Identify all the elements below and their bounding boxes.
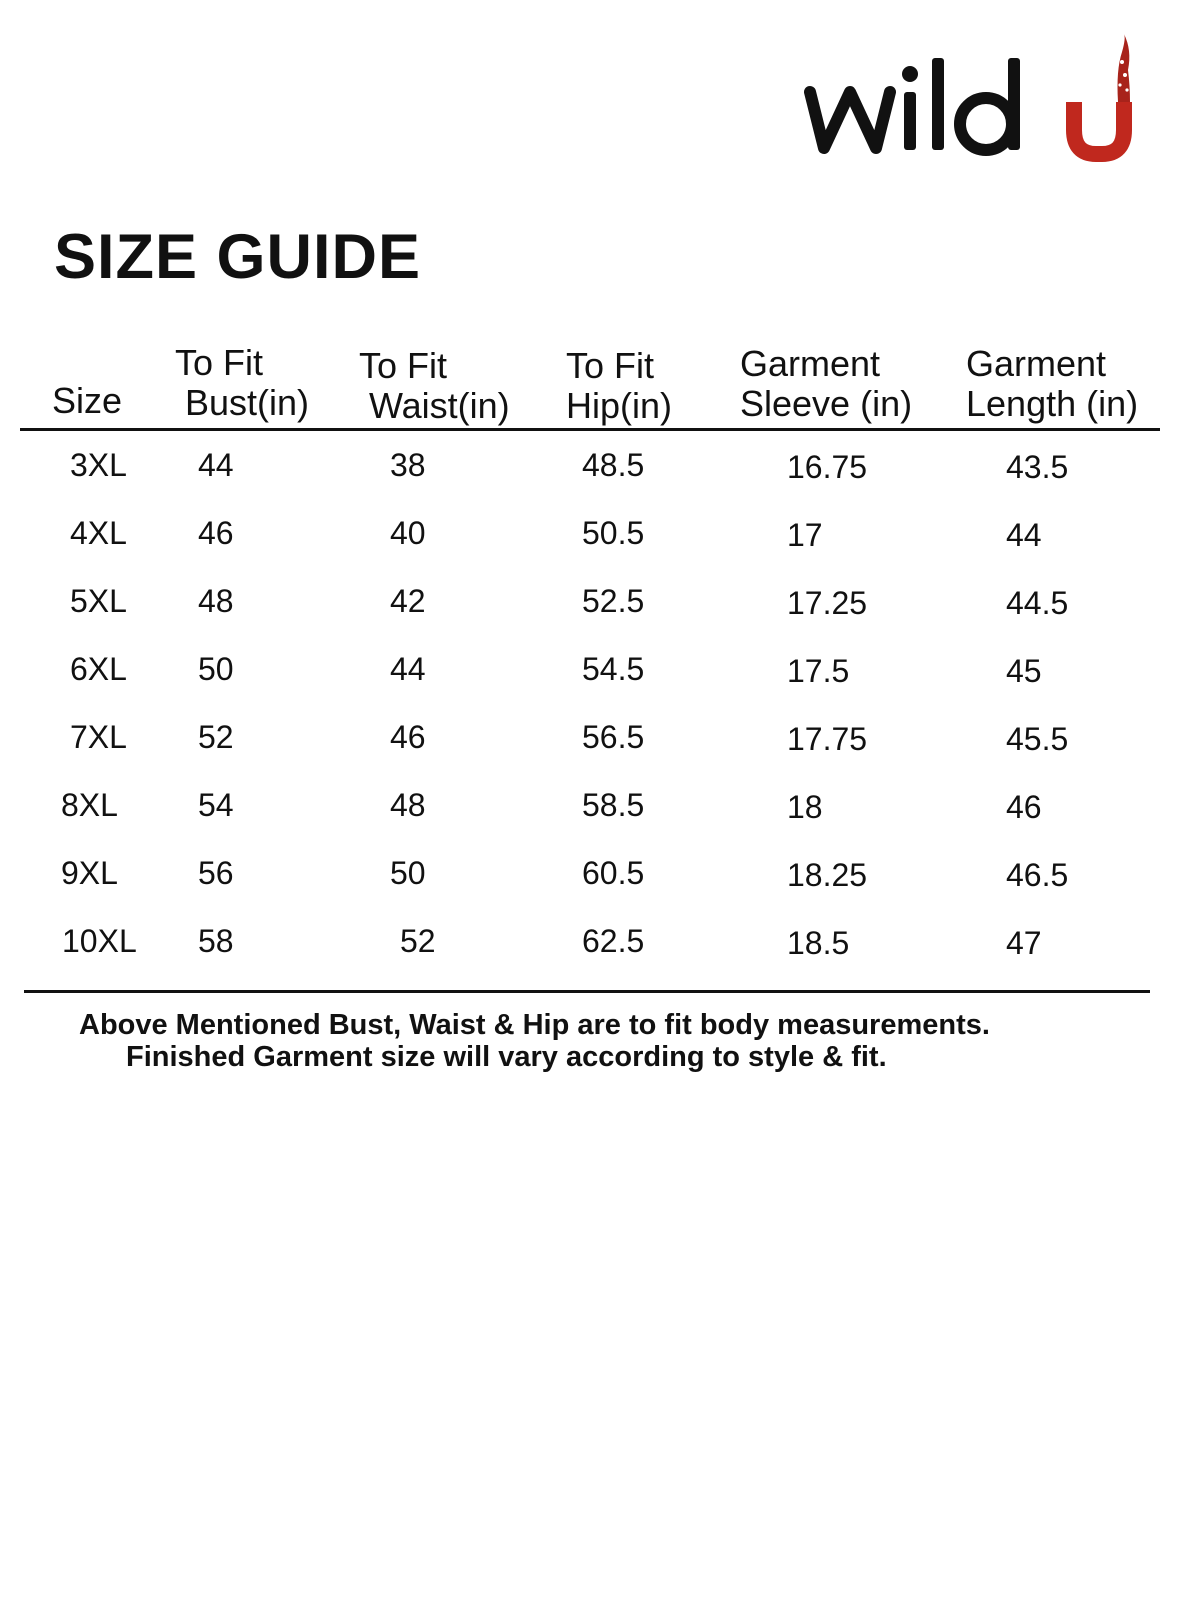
cell-length: 45 [1006,653,1042,689]
cell-hip: 62.5 [582,923,645,959]
cell-sleeve: 18 [787,789,823,825]
footnote-line-2: Finished Garment size will vary according to style & fit. [126,1041,887,1073]
cell-length: 43.5 [1006,449,1069,485]
header-hip: To Fit Hip(in) [566,345,673,426]
cell-waist: 44 [390,651,426,687]
cell-size: 3XL [70,447,127,483]
cell-bust: 50 [198,651,234,687]
cell-bust: 58 [198,923,234,959]
cell-hip: 54.5 [582,651,645,687]
cell-sleeve: 18.25 [787,857,868,893]
cell-size: 8XL [61,787,118,823]
cell-waist: 40 [390,515,426,551]
cell-length: 47 [1006,925,1042,961]
cell-bust: 56 [198,855,234,891]
cell-hip: 58.5 [582,787,645,823]
cell-size: 6XL [70,651,127,687]
cell-waist: 42 [390,583,426,619]
cell-size: 9XL [61,855,118,891]
cell-hip: 48.5 [582,447,645,483]
cell-bust: 52 [198,719,234,755]
footer-divider [24,990,1150,993]
cell-hip: 60.5 [582,855,645,891]
cell-sleeve: 17.75 [787,721,868,757]
page-title: SIZE GUIDE [54,222,422,292]
cell-size: 7XL [70,719,127,755]
cell-sleeve: 16.75 [787,449,868,485]
cell-size: 5XL [70,583,127,619]
cell-size: 4XL [70,515,127,551]
cell-bust: 44 [198,447,234,483]
cell-bust: 54 [198,787,234,823]
cell-bust: 46 [198,515,234,551]
cell-sleeve: 17 [787,517,823,553]
cell-length: 46.5 [1006,857,1069,893]
header-length: Garment Length (in) [966,343,1139,424]
cell-waist: 48 [390,787,426,823]
cell-hip: 56.5 [582,719,645,755]
header-waist: To Fit Waist(in) [359,345,510,426]
cell-size: 10XL [62,923,137,959]
wild-u-logo [802,30,1172,170]
cell-length: 45.5 [1006,721,1069,757]
header-divider [20,428,1160,431]
header-sleeve: Garment Sleeve (in) [740,343,913,424]
cell-waist: 46 [390,719,426,755]
cell-sleeve: 17.25 [787,585,868,621]
cell-hip: 50.5 [582,515,645,551]
logo-text: wild U [802,30,805,31]
cell-waist: 52 [400,923,436,959]
cell-length: 46 [1006,789,1042,825]
cell-length: 44.5 [1006,585,1069,621]
header-size: Size [52,380,123,421]
cell-sleeve: 18.5 [787,925,850,961]
cell-hip: 52.5 [582,583,645,619]
cell-waist: 38 [390,447,426,483]
header-bust: To Fit Bust(in) [175,342,310,423]
cell-sleeve: 17.5 [787,653,850,689]
cell-length: 44 [1006,517,1042,553]
cell-bust: 48 [198,583,234,619]
cell-waist: 50 [390,855,426,891]
footnote-line-1: Above Mentioned Bust, Waist & Hip are to fit body measurements. [79,1009,990,1041]
